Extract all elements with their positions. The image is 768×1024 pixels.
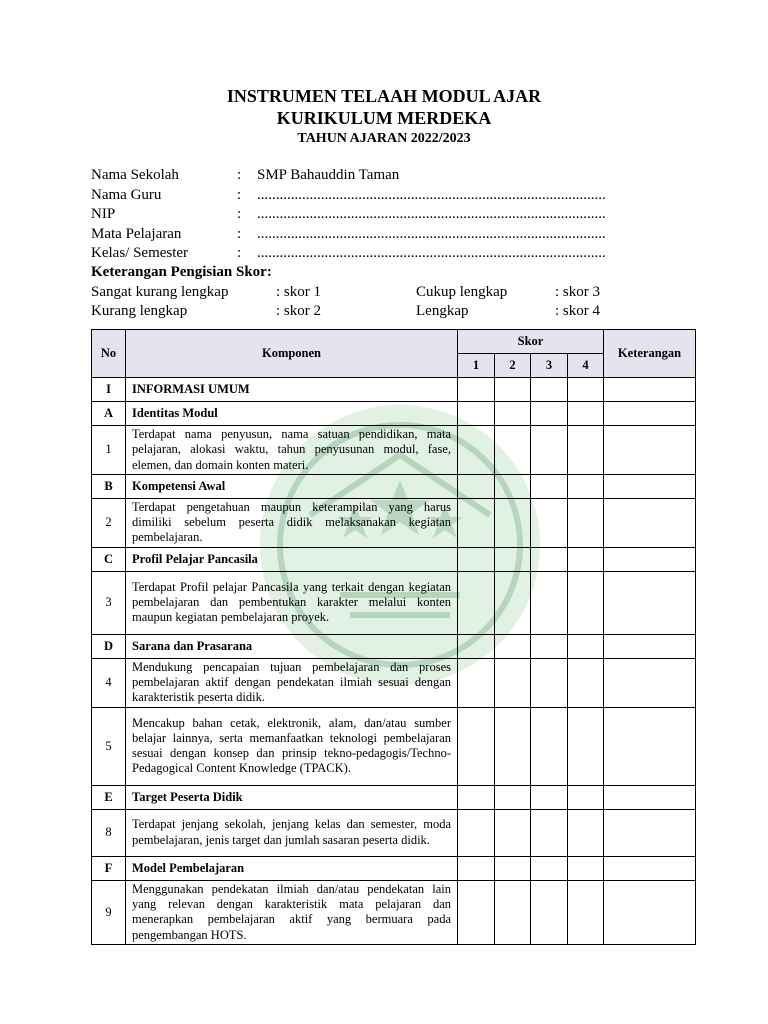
header-skor: Skor (458, 330, 604, 354)
keterangan-cell[interactable] (604, 707, 696, 785)
score-cell-1[interactable] (458, 634, 495, 658)
score-cell-1[interactable] (458, 571, 495, 634)
keterangan-cell[interactable] (604, 378, 696, 402)
info-label: NIP (91, 206, 116, 222)
score-label: Lengkap (416, 303, 469, 319)
score-cell-3[interactable] (531, 880, 568, 944)
keterangan-cell[interactable] (604, 880, 696, 944)
info-colon: : (237, 225, 242, 242)
item-row (92, 809, 696, 856)
score-cell-1[interactable] (458, 809, 495, 856)
item-row (92, 498, 696, 547)
header-no: No (92, 330, 126, 378)
score-cell-3[interactable] (531, 785, 568, 809)
section-label: Identitas Modul (126, 402, 458, 426)
info-value: SMP Bahauddin Taman (257, 167, 400, 183)
score-cell-2[interactable] (495, 658, 531, 707)
score-cell-2[interactable] (495, 378, 531, 402)
row-number: I (92, 378, 126, 402)
info-row-nip (91, 205, 671, 225)
info-label: Mata Pelajaran (91, 225, 182, 242)
score-cell-1[interactable] (458, 474, 495, 498)
item-description: Terdapat pengetahuan maupun keterampilan yang harus dimiliki sebelum peserta didik melaksanakan kegiatan pembelajaran. (126, 498, 458, 547)
score-cell-3[interactable] (531, 426, 568, 475)
row-number: 9 (92, 880, 126, 944)
header-keterangan: Keterangan (604, 330, 696, 378)
info-row-school (91, 166, 671, 186)
score-cell-1[interactable] (458, 880, 495, 944)
keterangan-cell[interactable] (604, 426, 696, 475)
score-cell-3[interactable] (531, 707, 568, 785)
score-cell-1[interactable] (458, 856, 495, 880)
score-cell-3[interactable] (531, 658, 568, 707)
info-row-subject (91, 225, 671, 245)
score-cell-3[interactable] (531, 571, 568, 634)
score-cell-1[interactable] (458, 707, 495, 785)
keterangan-cell[interactable] (604, 571, 696, 634)
row-number: 3 (92, 571, 126, 634)
keterangan-cell[interactable] (604, 785, 696, 809)
score-cell-1[interactable] (458, 378, 495, 402)
document-subtitle: KURIKULUM MERDEKA (276, 108, 492, 128)
score-cell-2[interactable] (495, 707, 531, 785)
info-row-teacher (91, 186, 671, 206)
keterangan-cell[interactable] (604, 474, 696, 498)
score-cell-4[interactable] (568, 426, 604, 475)
item-description: Terdapat nama penyusun, nama satuan pendidikan, mata pelajaran, alokasi waktu, tahun penyusunan modul, fase, elemen, dan domain konten materi. (126, 426, 458, 475)
info-value: ............................................................................................. (257, 225, 606, 242)
item-description: Mencakup bahan cetak, elektronik, alam, dan/atau sumber belajar lainnya, serta memanfaatkan teknologi pembelajaran sesuai dengan konsep dan prinsip tekno-pedagogis/Techno-Pedagogical Content Knowledge (TPACK). (126, 707, 458, 785)
keterangan-cell[interactable] (604, 547, 696, 571)
section-row (92, 547, 696, 571)
row-number: F (92, 856, 126, 880)
score-cell-2[interactable] (495, 547, 531, 571)
section-label: Profil Pelajar Pancasila (126, 547, 458, 571)
row-number: 5 (92, 707, 126, 785)
document-title: INSTRUMEN TELAAH MODUL AJAR (226, 86, 542, 106)
info-label: Nama Sekolah (91, 167, 179, 183)
section-label: Model Pembelajaran (126, 856, 458, 880)
review-instrument-table (91, 329, 696, 945)
score-cell-4[interactable] (568, 856, 604, 880)
info-colon: : (237, 186, 242, 203)
keterangan-cell[interactable] (604, 498, 696, 547)
score-cell-3[interactable] (531, 402, 568, 426)
info-value: ............................................................................................. (257, 206, 606, 222)
score-cell-4[interactable] (568, 498, 604, 547)
score-cell-4[interactable] (568, 634, 604, 658)
info-colon: : (237, 245, 242, 261)
score-label: Cukup lengkap (416, 284, 508, 300)
score-cell-4[interactable] (568, 809, 604, 856)
score-cell-2[interactable] (495, 571, 531, 634)
academic-year: TAHUN AJARAN 2022/2023 (297, 131, 471, 146)
score-value: : skor 1 (276, 284, 321, 300)
row-number: A (92, 402, 126, 426)
keterangan-cell[interactable] (604, 856, 696, 880)
section-row (92, 378, 696, 402)
row-number: 1 (92, 426, 126, 475)
header-skor-2: 2 (495, 354, 531, 378)
score-cell-4[interactable] (568, 378, 604, 402)
header-komponen: Komponen (126, 330, 458, 378)
score-cell-3[interactable] (531, 634, 568, 658)
item-row (92, 426, 696, 475)
info-label: Kelas/ Semester (91, 245, 189, 261)
score-cell-2[interactable] (495, 785, 531, 809)
score-cell-2[interactable] (495, 880, 531, 944)
score-cell-4[interactable] (568, 880, 604, 944)
score-cell-1[interactable] (458, 658, 495, 707)
score-cell-1[interactable] (458, 426, 495, 475)
item-row (92, 880, 696, 944)
info-value: ............................................................................................. (257, 245, 606, 261)
score-cell-3[interactable] (531, 378, 568, 402)
score-cell-4[interactable] (568, 707, 604, 785)
score-label: Sangat kurang lengkap (91, 284, 229, 300)
section-row (92, 856, 696, 880)
score-cell-4[interactable] (568, 402, 604, 426)
score-cell-2[interactable] (495, 634, 531, 658)
header-skor-4: 4 (568, 354, 604, 378)
item-description: Terdapat Profil pelajar Pancasila yang terkait dengan kegiatan pembelajaran dan pembentukan karakter melalui konten maupun kegiatan pembelajaran proyek. (126, 571, 458, 634)
row-number: 8 (92, 809, 126, 856)
section-row (92, 474, 696, 498)
score-cell-2[interactable] (495, 474, 531, 498)
score-cell-3[interactable] (531, 547, 568, 571)
score-cell-4[interactable] (568, 785, 604, 809)
item-description: Terdapat jenjang sekolah, jenjang kelas dan semester, moda pembelajaran, jenis target dan jumlah sasaran peserta didik. (126, 809, 458, 856)
row-number: E (92, 785, 126, 809)
score-cell-2[interactable] (495, 809, 531, 856)
score-legend-title: Keterangan Pengisian Skor: (91, 264, 272, 280)
score-cell-4[interactable] (568, 547, 604, 571)
section-label: Sarana dan Prasarana (126, 634, 458, 658)
score-cell-3[interactable] (531, 856, 568, 880)
score-cell-4[interactable] (568, 658, 604, 707)
keterangan-cell[interactable] (604, 658, 696, 707)
keterangan-cell[interactable] (604, 402, 696, 426)
info-colon: : (237, 206, 242, 222)
item-row (92, 707, 696, 785)
section-label: Target Peserta Didik (126, 785, 458, 809)
keterangan-cell[interactable] (604, 634, 696, 658)
score-value: : skor 3 (555, 284, 600, 300)
score-cell-3[interactable] (531, 498, 568, 547)
row-number: 4 (92, 658, 126, 707)
section-label: Kompetensi Awal (126, 474, 458, 498)
score-label: Kurang lengkap (91, 303, 188, 319)
info-value: ............................................................................................. (257, 186, 606, 203)
score-cell-4[interactable] (568, 571, 604, 634)
section-row (92, 402, 696, 426)
row-number: B (92, 474, 126, 498)
score-cell-2[interactable] (495, 856, 531, 880)
score-cell-3[interactable] (531, 809, 568, 856)
score-cell-2[interactable] (495, 498, 531, 547)
item-description: Menggunakan pendekatan ilmiah dan/atau pendekatan lain yang relevan dengan karakteristik mata pelajaran dan menerapkan pembelajaran aktif yang bermuara pada pengembangan HOTS. (126, 880, 458, 944)
score-cell-4[interactable] (568, 474, 604, 498)
row-number: C (92, 547, 126, 571)
info-label: Nama Guru (91, 186, 162, 203)
item-row (92, 571, 696, 634)
score-cell-1[interactable] (458, 547, 495, 571)
header-skor-1: 1 (458, 354, 495, 378)
score-cell-1[interactable] (458, 402, 495, 426)
info-colon: : (237, 167, 242, 183)
identity-info (91, 166, 671, 264)
score-cell-1[interactable] (458, 498, 495, 547)
item-description: Mendukung pencapaian tujuan pembelajaran dan proses pembelajaran aktif dengan pendekatan ilmiah sesuai dengan karakteristik peserta didik. (126, 658, 458, 707)
score-cell-2[interactable] (495, 402, 531, 426)
section-label: INFORMASI UMUM (126, 378, 458, 402)
score-legend-row (91, 303, 631, 322)
score-value: : skor 4 (555, 303, 600, 319)
info-row-class (91, 244, 671, 264)
section-row (92, 785, 696, 809)
score-cell-2[interactable] (495, 426, 531, 475)
score-cell-1[interactable] (458, 785, 495, 809)
header-skor-3: 3 (531, 354, 568, 378)
score-cell-3[interactable] (531, 474, 568, 498)
section-row (92, 634, 696, 658)
score-legend-row (91, 284, 631, 303)
row-number: 2 (92, 498, 126, 547)
item-row (92, 658, 696, 707)
keterangan-cell[interactable] (604, 809, 696, 856)
score-value: : skor 2 (276, 303, 321, 319)
row-number: D (92, 634, 126, 658)
